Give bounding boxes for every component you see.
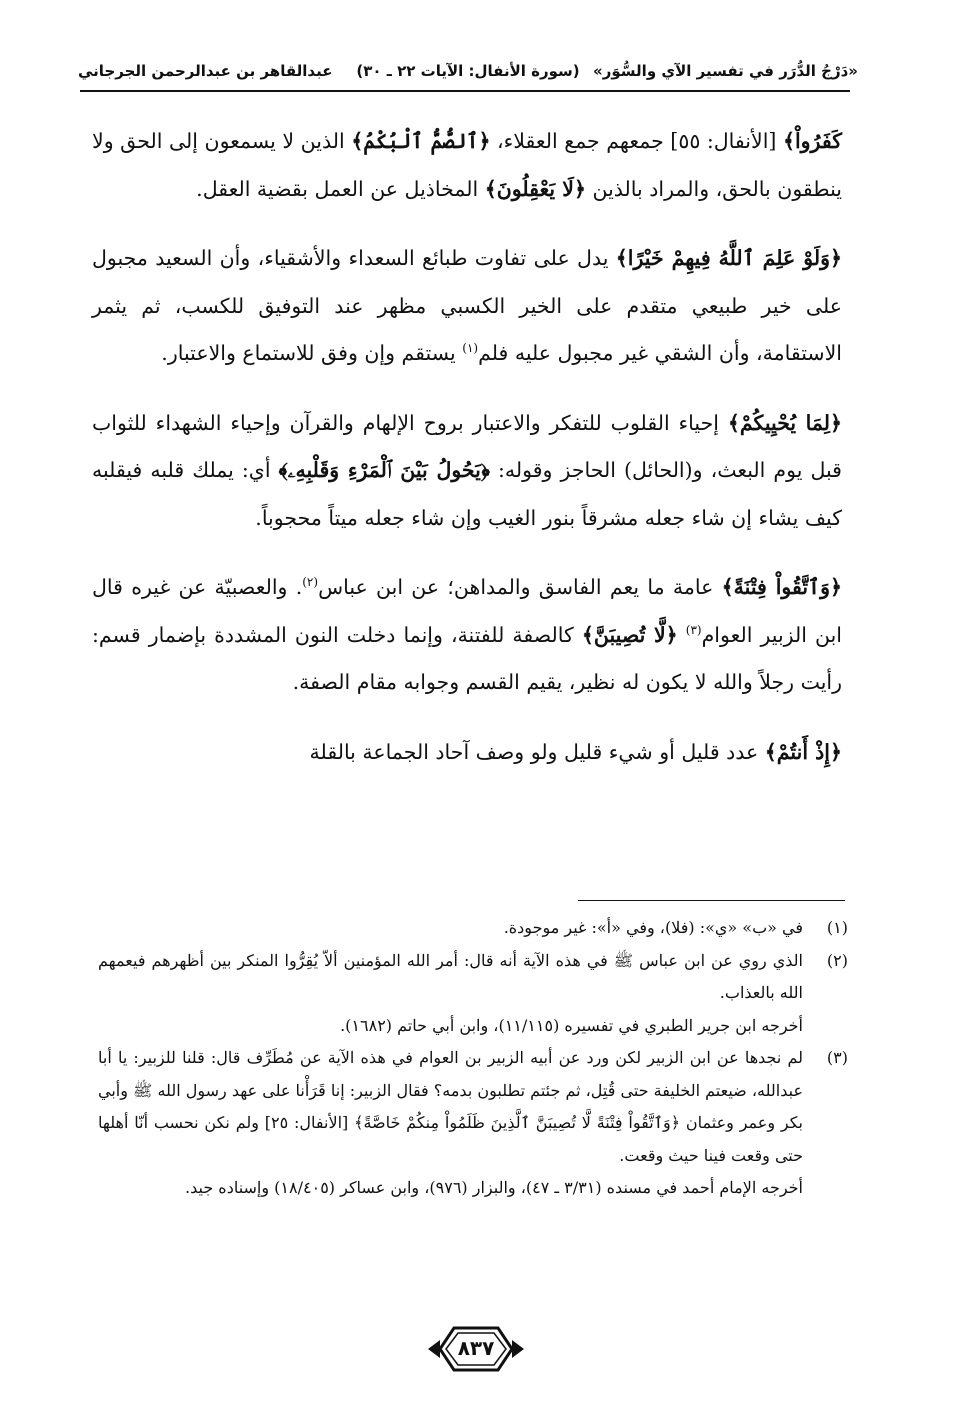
surah-info: (سورة الأنفال: الآيات ٢٢ ـ ٣٠) bbox=[356, 62, 580, 80]
author-name: عبدالقاهر بن عبدالرحمن الجرجاني bbox=[78, 62, 333, 80]
quran-quote: ﴿لَا يَعْقِلُونَ﴾ bbox=[484, 176, 586, 201]
footnote-line: أخرجه ابن جرير الطبري في تفسيره (١١/١١٥)، وابن أبي حاتم (١٦٨٢). bbox=[340, 1015, 803, 1035]
paragraph-text: عامة ما يعم الفاسق والمداهن؛ عن ابن عباس bbox=[318, 575, 722, 599]
quran-quote: ﴿لِمَا يُحْيِيكُمْ﴾ bbox=[727, 410, 842, 435]
quran-quote: ﴿وَلَوْ عَلِمَ ٱللَّهُ فِيهِمْ خَيْرًا﴾ bbox=[615, 246, 842, 270]
footnote-body bbox=[98, 1042, 803, 1205]
footnote-body bbox=[98, 945, 803, 1043]
footnote-divider bbox=[578, 900, 845, 901]
page-number: ٨٣٧ bbox=[457, 1336, 495, 1360]
paragraph bbox=[92, 118, 842, 213]
paragraph-text: [الأنفال: ٥٥] جمعهم جمع العقلاء، bbox=[490, 129, 783, 153]
paragraph-text: عدد قليل أو شيء قليل ولو وصف آحاد الجماعة بالقلة bbox=[309, 739, 765, 764]
footnote-ref: (٢) bbox=[302, 575, 319, 590]
paragraph-text: المخاذيل عن العمل بقضية العقل. bbox=[196, 176, 485, 201]
quran-quote: كَفَرُواْ﴾ bbox=[782, 129, 842, 153]
footnote-ref: (١) bbox=[462, 341, 479, 356]
quran-quote: ﴿يَحُولُ بَيْنَ ٱلْمَرْءِ وَقَلْبِهِۦ﴾ bbox=[278, 458, 490, 482]
main-text bbox=[92, 118, 842, 798]
paragraph-text: أي: يملك قلبه فيقلبه كيف يشاء إن شاء جعله مشرقاً بنور الغيب وإن شاء جعله ميتاً محجوباً. bbox=[92, 458, 842, 530]
footnotes bbox=[98, 912, 848, 1205]
paragraph-text: كالصفة للفتنة، وإنما دخلت النون المشددة بإضمار قسم: رأيت رجلاً والله لا يكون له نظير، يقيم القسم وجوابه مقام الصفة. bbox=[92, 622, 842, 694]
paragraph bbox=[92, 564, 842, 707]
paragraph bbox=[92, 400, 842, 543]
paragraph-text: . والعصبيّة عن غيره قال ابن الزبير العوام bbox=[92, 575, 842, 647]
header-divider bbox=[80, 90, 850, 92]
footnote-line: في «ب» «ي»: (فلا)، وفي «أ»: غير موجودة. bbox=[503, 918, 803, 937]
footnote bbox=[98, 945, 848, 1043]
quran-quote: ﴿وَٱتَّقُواْ فِتْنَةً﴾ bbox=[721, 575, 842, 599]
page-number-ornament bbox=[426, 1322, 526, 1376]
footnote bbox=[98, 1042, 848, 1205]
quran-quote: ﴿ٱلصُّمُّ ٱلْبُكْمُ﴾ bbox=[351, 129, 491, 153]
footnote-line: لم نجدها عن ابن الزبير لكن ورد عن أبيه الزبير بن العوام في هذه الآية عن مُطَرِّف قال: قلنا للزبير: يا أبا عبدالله، ضيعتم الخليفة حتى قُتِل، ثم جئتم تطلبون بدمه؟ فقال الزبير: إنا قَرَأْنا على عهد رسول الله ﷺ وأبي بكر وعمر وعثمان ﴿وَٱتَّقُواْ فِتْنَةً لَّا تُصِيبَنَّ ٱلَّذِينَ ظَلَمُواْ مِنكُمْ خَاصَّةً﴾ [الأنفال: ٢٥] ولم نكن نحسب أنّا أهلها حتى وقعت فينا حيث وقعت. bbox=[98, 1048, 804, 1165]
footnote-ref: (٣) bbox=[685, 622, 702, 637]
paragraph-text bbox=[678, 623, 686, 647]
quran-quote: ﴿إِذْ أَنتُمْ﴾ bbox=[764, 739, 842, 764]
footnote bbox=[98, 912, 848, 945]
book-title: «دَرْجُ الدُّرَر في تفسير الآي والسُّوَر» bbox=[593, 62, 858, 80]
paragraph-text: الذين لا يسمعون إلى الحق ولا ينطقون بالحق، والمراد بالذين bbox=[92, 129, 842, 201]
paragraph-text: إحياء القلوب للتفكر والاعتبار بروح الإلهام والقرآن وإحياء الشهداء للثواب قبل يوم البعث، و(الحائل) الحاجز وقوله: bbox=[92, 410, 842, 482]
footnote-number: (٢) bbox=[826, 950, 848, 970]
footnote-body bbox=[98, 912, 803, 945]
footnote-line: أخرجه الإمام أحمد في مسنده (٣/٣١ ـ ٤٧)، والبزار (٩٧٦)، وابن عساكر (١٨/٤٠٥) وإسناده جيد. bbox=[185, 1178, 803, 1197]
paragraph-text: يستقم وإن وفق للاستماع والاعتبار. bbox=[161, 341, 463, 365]
quran-quote: ﴿لَّا تُصِيبَنَّ﴾ bbox=[581, 622, 678, 647]
paragraph bbox=[92, 729, 842, 777]
paragraph bbox=[92, 235, 842, 378]
page-header bbox=[78, 58, 858, 88]
footnote-number: (٣) bbox=[826, 1048, 848, 1067]
footnote-line: الذي روي عن ابن عباس ﷺ في هذه الآية أنه قال: أمر الله المؤمنين ألاّ يُقِرُّوا المنكر بين أظهرهم فيعمهم الله بالعذاب. bbox=[98, 950, 803, 1002]
footnote-number: (١) bbox=[826, 918, 848, 937]
paragraph-text: يدل على تفاوت طبائع السعداء والأشقياء، وأن السعيد مجبول على خير طبيعي متقدم على الخير الكسبي مظهر عند التوفيق للكسب، ثم يثمر الاستقامة، وأن الشقي غير مجبول عليه فلم bbox=[92, 246, 842, 365]
